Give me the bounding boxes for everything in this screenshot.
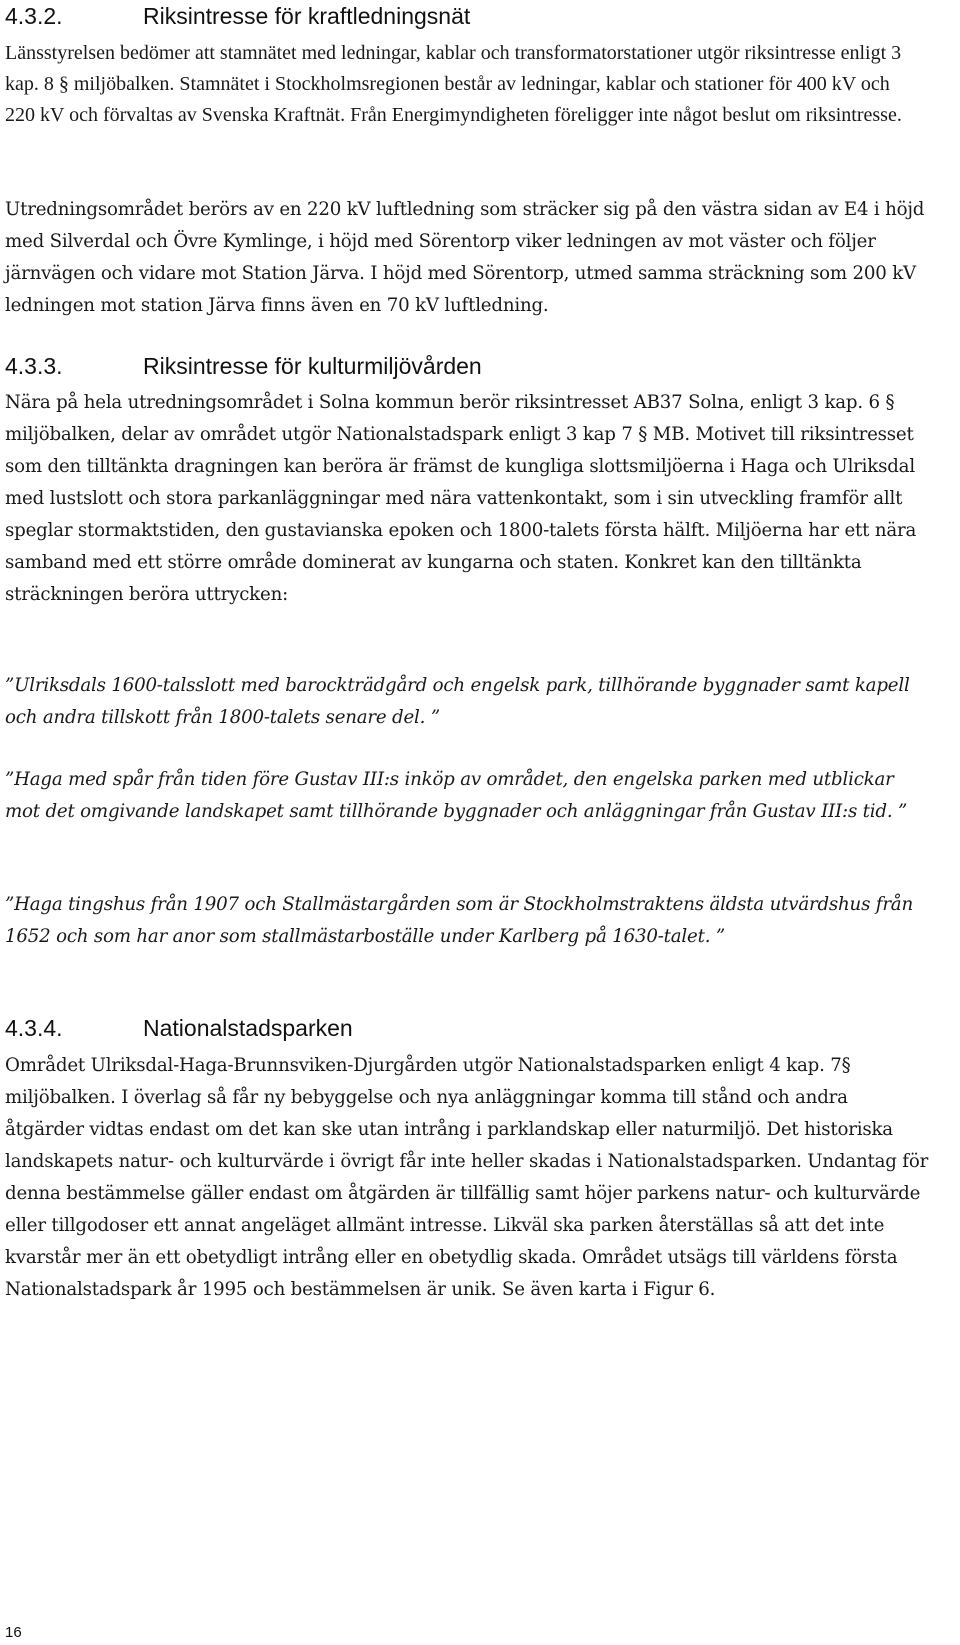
section-number: 4.3.3. [5,353,63,379]
section-heading [5,352,482,380]
paragraph: Nära på hela utredningsområdet i Solna kommun berör riksintresset AB37 Solna, enligt 3 kap. 6 § miljöbalken, delar av området utgör Nationalstadspark enligt 3 kap 7 § MB. Motivet till riksintresset som den tilltänkta dragningen kan beröra är främst de kungliga slottsmiljöerna i Haga och Ulriksdal med lustslott och stora parkanläggningar med nära vattenkontakt, som i sin utveckling framför allt speglar stormaktstiden, den gustavianska epoken och 1800-talets första hälft. Miljöerna har ett nära samband med ett större område dominerat av kungarna och staten. Konkret kan den tilltänkta sträckningen beröra uttrycken: [5,392,917,605]
paragraph: Länsstyrelsen bedömer att stamnätet med ledningar, kablar och transformatorstationer utgör riksintresse enligt 3 kap. 8 § miljöbalken. Stamnätet i Stockholmsregionen består av ledningar, kablar och stationer för 400 kV och 220 kV och förvaltas av Svenska Kraftnät. Från Energimyndigheten föreligger inte något beslut om riksintresse. [5,42,902,126]
quote: ”Haga tingshus från 1907 och Stallmästargården som är Stockholmstraktens äldsta utvärdshus från 1652 och som har anor som stallmästarboställe under Karlberg på 1630-talet. ” [5,894,913,947]
quote: ”Ulriksdals 1600-talsslott med barockträdgård och engelsk park, tillhörande byggnader samt kapell och andra tillskott från 1800-talets senare del. ” [5,675,910,728]
paragraph: Utredningsområdet berörs av en 220 kV luftledning som sträcker sig på den västra sidan av E4 i höjd med Silverdal och Övre Kymlinge, i höjd med Sörentorp viker ledningen av mot väster och följer järnvägen och vidare mot Station Järva. I höjd med Sörentorp, utmed samma sträckning som 200 kV ledningen mot station Järva finns även en 70 kV luftledning. [5,199,925,316]
paragraph: Området Ulriksdal-Haga-Brunnsviken-Djurgården utgör Nationalstadsparken enligt 4 kap. 7§ miljöbalken. I överlag så får ny bebyggelse och nya anläggningar komma till stånd och andra åtgärder vidtas endast om det kan ske utan intrång i parklandskap eller naturmiljö. Det historiska landskapets natur- och kulturvärde i övrigt får inte heller skadas i Nationalstadsparken. Undantag för denna bestämmelse gäller endast om åtgärden är tillfällig samt höjer parkens natur- och kulturvärde eller tillgodoser ett annat angeläget allmänt intresse. Likväl ska parken återställas så att det inte kvarstår mer än ett obetydligt intrång eller en obetydlig skada. Området utsägs till världens första Nationalstadspark år 1995 och bestämmelsen är unik. Se även karta i Figur 6. [5,1055,929,1300]
quote: ”Haga med spår från tiden före Gustav III:s inköp av området, den engelska parken med utblickar mot det omgivande landskapet samt tillhörande byggnader och anläggningar från Gustav III:s tid. ” [5,769,908,822]
section-number: 4.3.2. [5,3,63,29]
section-number: 4.3.4. [5,1015,63,1041]
section-heading [5,1014,353,1042]
section-title: Nationalstadsparken [143,1015,353,1041]
section-title: Riksintresse för kraftledningsnät [143,3,471,29]
section-heading [5,2,470,30]
section-title: Riksintresse för kulturmiljövården [143,353,482,379]
page-number: 16 [5,1624,22,1641]
